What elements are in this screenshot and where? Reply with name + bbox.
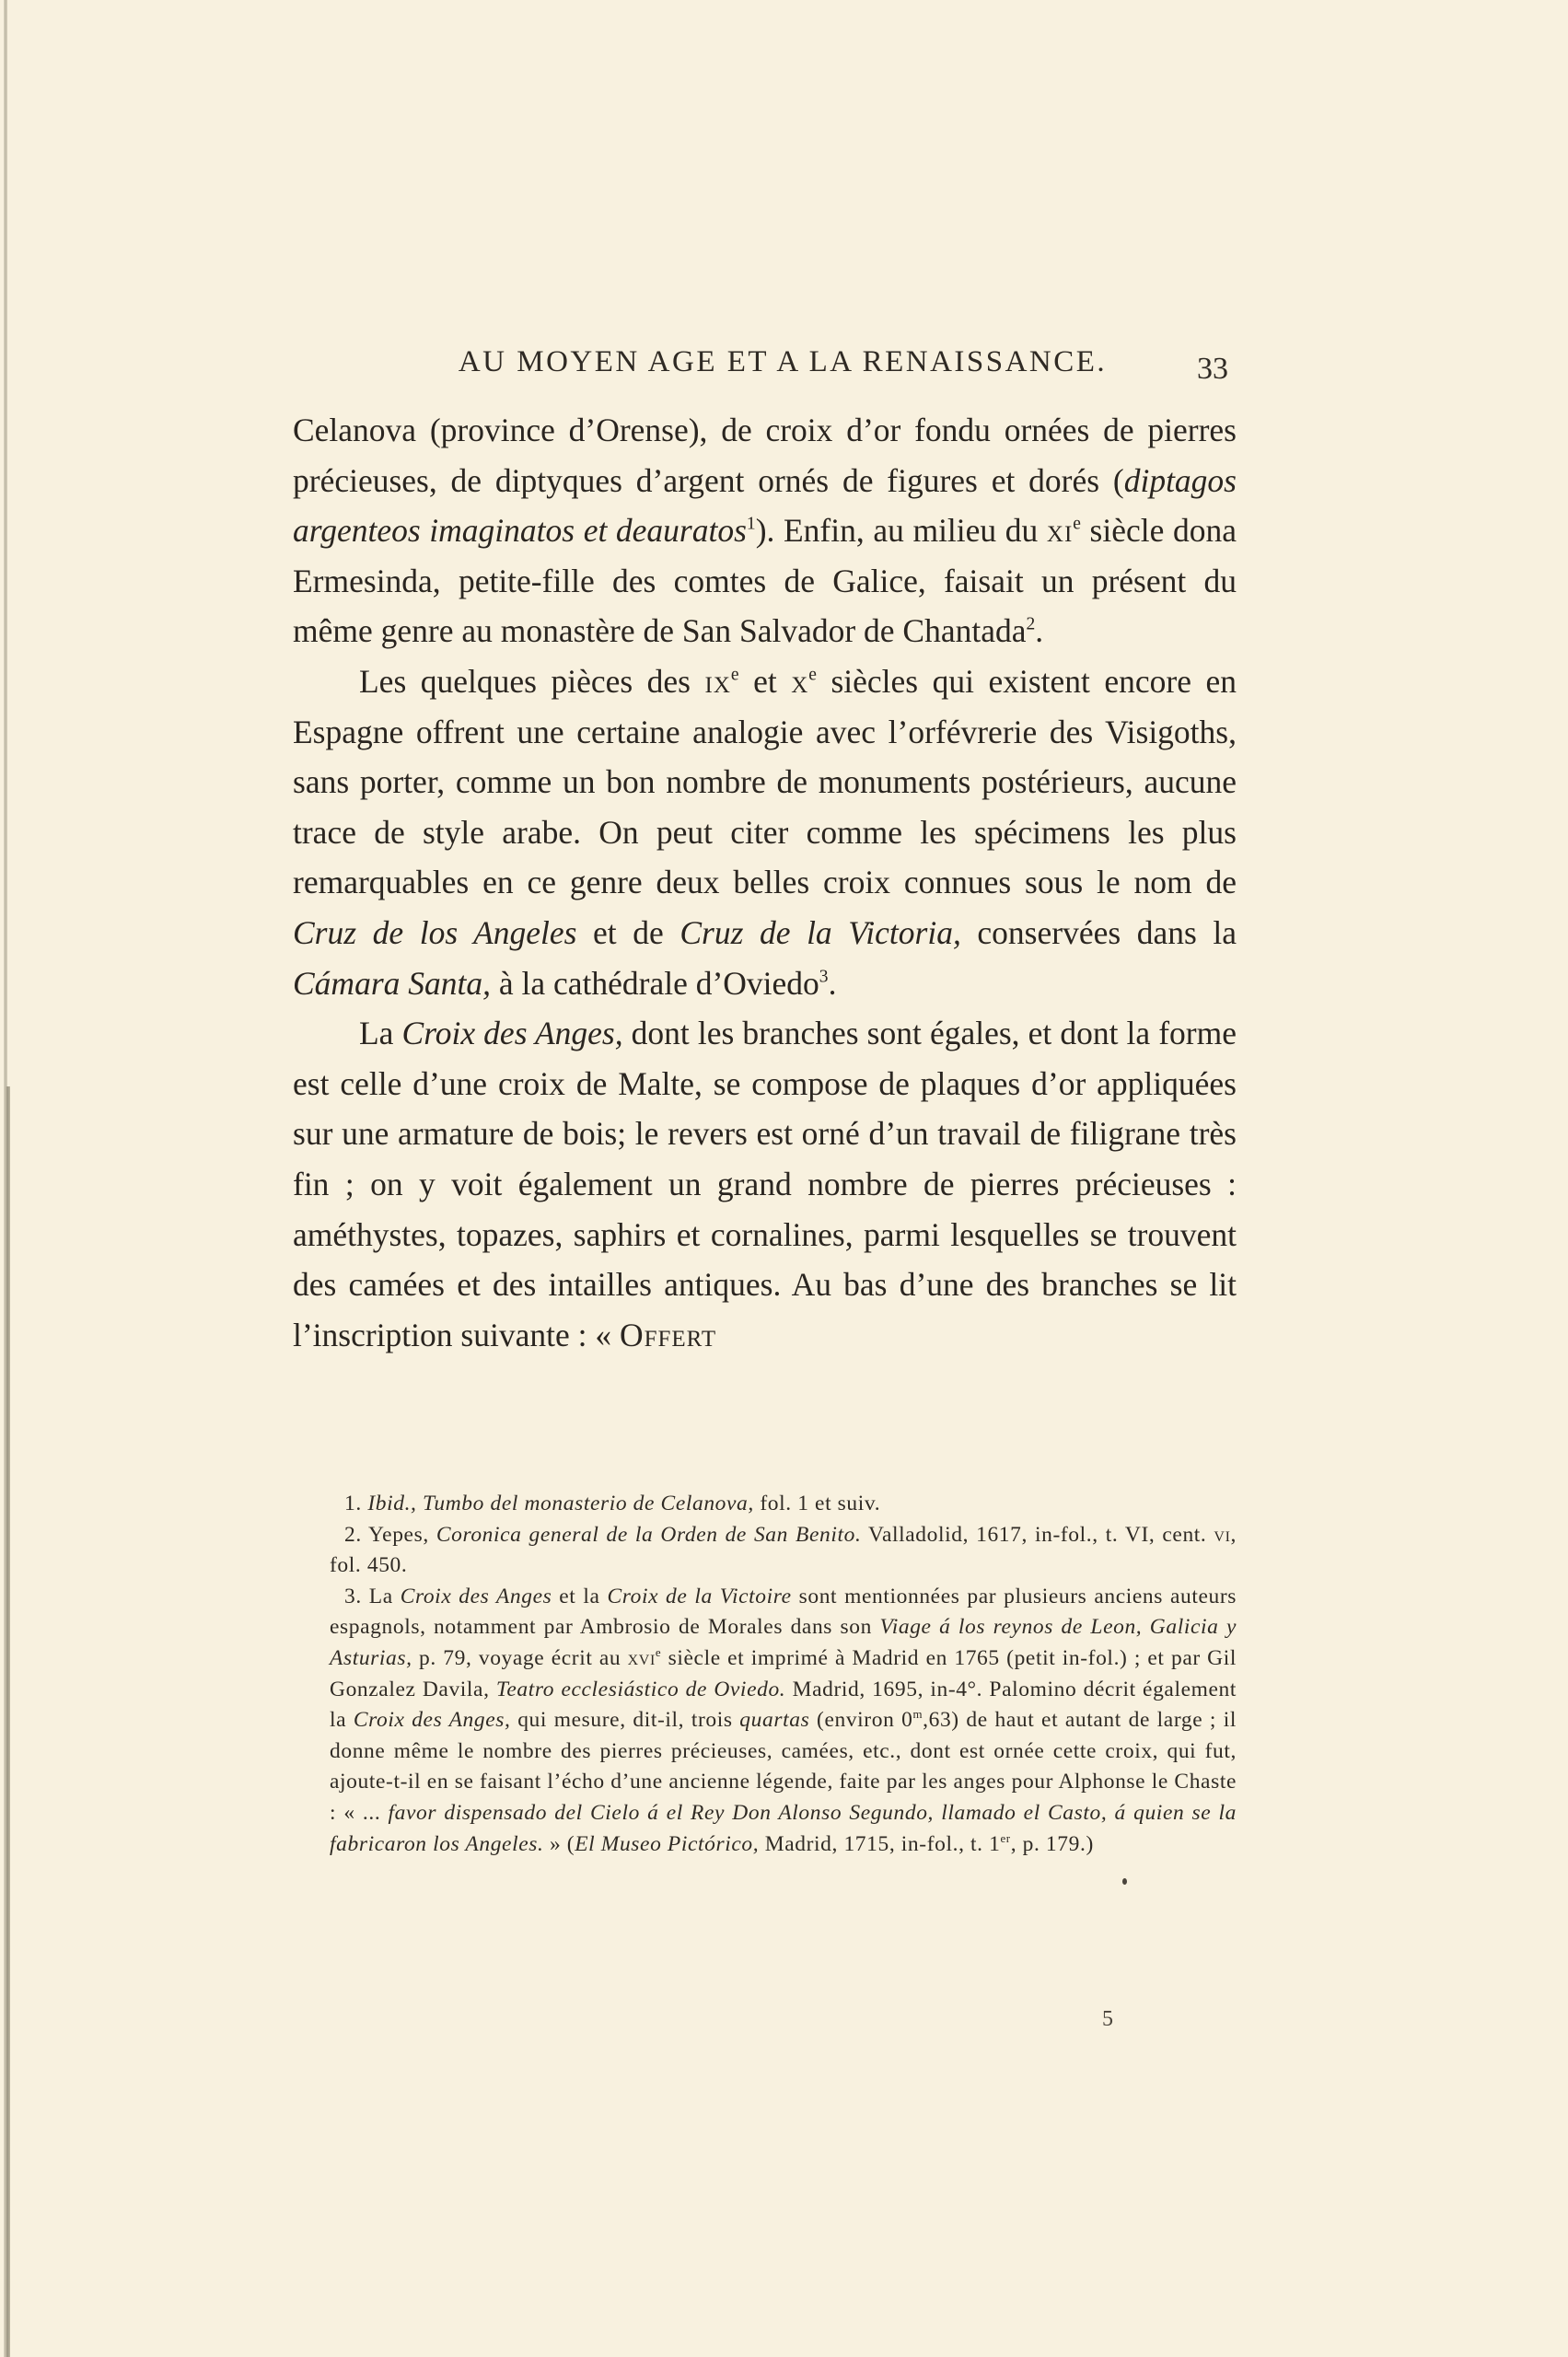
- paragraph-1: [293, 405, 1237, 656]
- text-run: p. 79, voyage écrit au: [412, 1645, 628, 1670]
- text-run: Yepes,: [361, 1522, 436, 1547]
- footnote-number: 3.: [344, 1584, 362, 1608]
- text-run: siècle et imprimé à Madrid en 1765 (petit in-fol.) ; et par Gil Gonzalez Davila,: [330, 1645, 1237, 1701]
- text-run: Celanova (province d’Orense), de croix d’or fondu ornées de pierres précieuses, de diptyques d’argent ornés de figures et dorés (: [293, 412, 1237, 499]
- roman-numeral: vi: [1214, 1522, 1231, 1547]
- paragraph-3: [293, 1008, 1237, 1360]
- text-run: siècle dona Ermesinda, petite-fille des comtes de Galice, faisait un présent du même genre au monastère de San Salvador de Chantada: [293, 512, 1237, 650]
- italic-title: El Museo Pictórico,: [575, 1831, 760, 1856]
- spanish-quote: favor dispensado del Cielo á el Rey Don Alonso Segundo, llamado el Casto, á quien se la fabricaron los Angeles.: [330, 1800, 1237, 1856]
- page-binding-shadow: [6, 1086, 10, 2357]
- running-head: AU MOYEN AGE ET A LA RENAISSANCE.: [458, 345, 1108, 378]
- text-run: sont mentionnées par plusieurs anciens auteurs espagnols, notamment par Ambrosio de Morales dans son: [330, 1584, 1237, 1640]
- text-run: fol. 1 et suiv.: [753, 1492, 881, 1515]
- italic-title: Cruz de los Angeles: [293, 913, 577, 951]
- text-run: La: [359, 1015, 402, 1052]
- footnotes: [330, 1489, 1237, 1860]
- unit-superscript: m: [912, 1707, 923, 1722]
- text-run: conservées dans la: [960, 913, 1237, 951]
- text-run: Les quelques pièces des: [359, 662, 705, 700]
- text-run: ). Enfin, au milieu du: [755, 512, 1047, 550]
- text-run: qui mesure, dit-il, trois: [510, 1708, 740, 1733]
- italic-title: Viage á los reynos de Leon, Galicia y Asturias,: [330, 1615, 1237, 1670]
- italic-title: Croix de la Victoire: [607, 1584, 792, 1608]
- italic-title: Croix des Anges: [400, 1584, 552, 1608]
- text-run: et: [738, 662, 792, 700]
- ink-speck: [1122, 1878, 1127, 1885]
- ordinal-suffix: e: [1073, 514, 1081, 534]
- text-run: La: [361, 1584, 401, 1608]
- roman-numeral: x: [791, 662, 809, 700]
- ordinal-suffix: er: [1000, 1830, 1011, 1845]
- latin-quote: diptagos argenteos imaginatos et deauratos: [293, 461, 1237, 550]
- roman-numeral: ix: [704, 662, 731, 700]
- footnote-number: 1.: [344, 1492, 362, 1515]
- text-run: Madrid, 1715, in-fol., t. 1: [759, 1831, 1001, 1856]
- main-text: [293, 405, 1237, 1360]
- roman-numeral: xi: [1046, 512, 1074, 550]
- roman-numeral: xvi: [627, 1645, 656, 1670]
- text-run: et la: [552, 1584, 608, 1608]
- text-run: , p. 179.): [1010, 1831, 1094, 1856]
- italic-title: Coronica general de la Orden de San Benito.: [436, 1522, 862, 1547]
- ordinal-suffix: e: [808, 665, 817, 685]
- italic-title: Teatro ecclesiástico de Oviedo.: [495, 1677, 786, 1701]
- italic-title: Cruz de la Victoria,: [679, 913, 961, 951]
- text-run: et de: [576, 913, 680, 951]
- text-run: .: [1035, 612, 1044, 650]
- italic-text: Ibid.,: [367, 1492, 417, 1515]
- italic-title: Croix des Anges,: [353, 1708, 511, 1733]
- italic-title: Tumbo del monasterio de Celanova,: [416, 1492, 754, 1515]
- page-number: 33: [1197, 352, 1228, 386]
- italic-title: Croix des Anges,: [401, 1015, 623, 1052]
- text-run: ,63) de haut et autant de large ; il donne même le nombre des pierres précieuses, camées, etc., dont est ornée cette croix, qui fut, ajoute-t-il en se faisant l’écho d’une ancienne légende, faite par les anges pour Alphonse le Chaste : « ...: [330, 1708, 1237, 1825]
- italic-title: Cámara Santa,: [293, 964, 491, 1002]
- paragraph-2: [293, 656, 1237, 1008]
- text-run: à la cathédrale d’Oviedo: [491, 964, 819, 1002]
- footnote-number: 2.: [344, 1522, 362, 1547]
- text-run: siècles qui existent encore en Espagne offrent une certaine analogie avec l’orfévrerie des Visigoths, sans porter, comme un bon nombre de monuments postérieurs, aucune trace de style arabe. On peut citer comme les spécimens les plus remarquables en ce genre deux belles croix connues sous le nom de: [293, 662, 1237, 901]
- text-run: , fol. 450.: [330, 1522, 1237, 1578]
- text-run: Valladolid, 1617, in-fol., t. VI, cent.: [861, 1522, 1214, 1547]
- ordinal-suffix: e: [655, 1644, 662, 1659]
- signature-mark: 5: [1102, 2007, 1113, 2031]
- footnote-ref-2: 2: [1026, 614, 1036, 634]
- text-run: » (: [543, 1831, 575, 1856]
- inscription-start: Offert: [619, 1316, 717, 1353]
- text-run: (environ 0: [809, 1708, 913, 1733]
- footnote-1: [330, 1489, 1237, 1520]
- footnote-3: [330, 1582, 1237, 1860]
- footnote-2: [330, 1520, 1237, 1582]
- italic-text: quartas: [739, 1708, 810, 1733]
- text-run: Madrid, 1695, in-4°. Palomino décrit également la: [330, 1677, 1237, 1733]
- footnote-ref-1: 1: [746, 514, 756, 534]
- ordinal-suffix: e: [730, 665, 739, 685]
- footnote-ref-3: 3: [819, 966, 829, 986]
- text-run: dont les branches sont égales, et dont la forme est celle d’une croix de Malte, se compose de plaques d’or appliquées sur une armature de bois; le revers est orné d’un travail de filigrane très fin ; on y voit également un grand nombre de pierres précieuses : améthystes, topazes, saphirs et cornalines, parmi lesquelles se trouvent des camées et des intailles antiques. Au bas d’une des branches se lit l’inscription suivante : «: [293, 1015, 1237, 1353]
- text-run: .: [828, 964, 837, 1002]
